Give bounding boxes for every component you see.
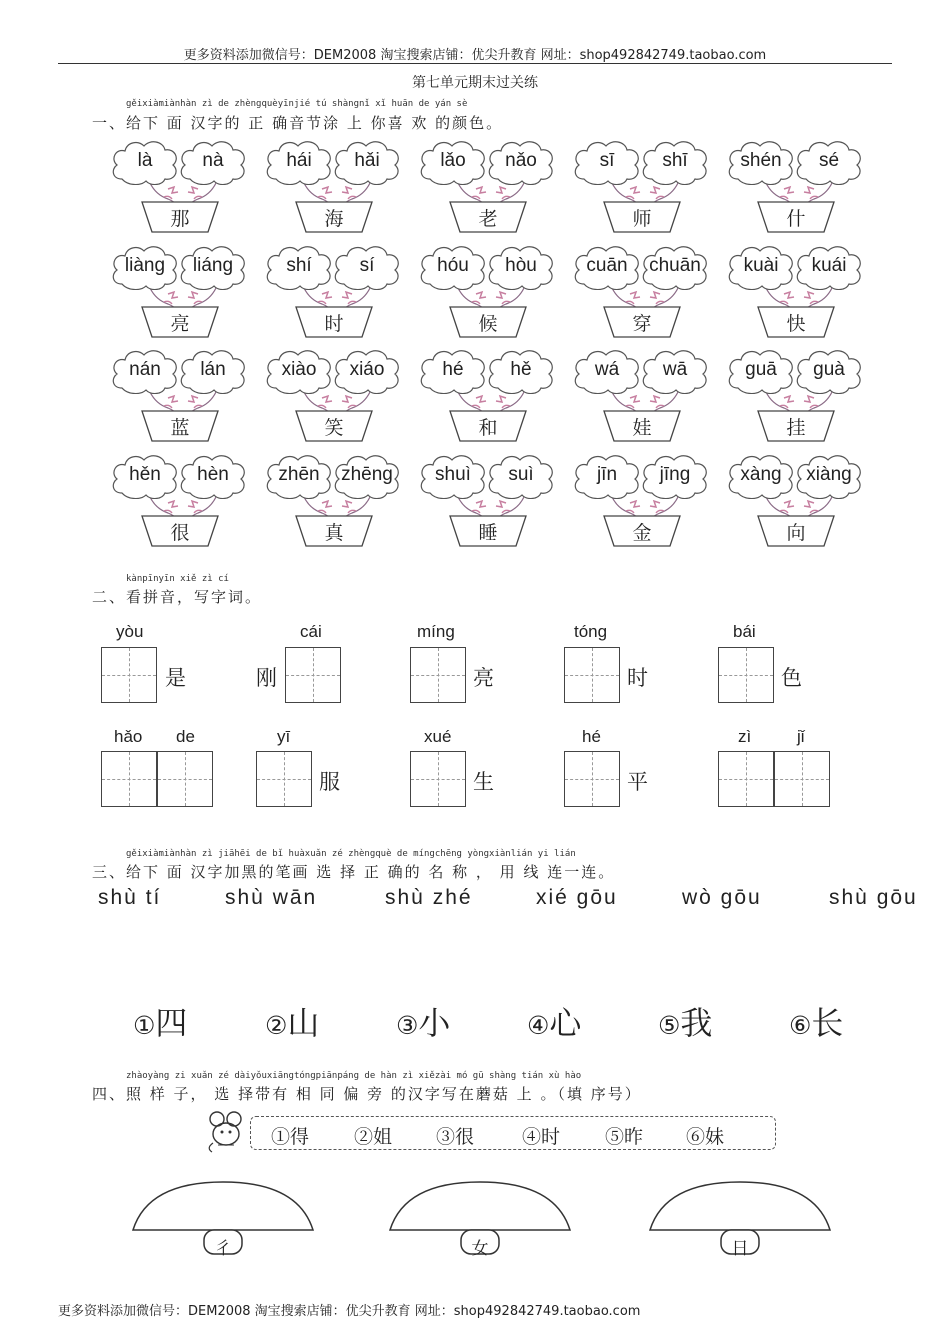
section4-pinyin: zhàoyàng zi xuǎn zé dàiyǒuxiāngtóngpiānpáng de hàn zì xiězài mó gū shàng tián xù hào [126, 1071, 582, 1081]
syllable-option: shén [740, 150, 782, 171]
option-5[interactable]: ⑤昨 [605, 1126, 644, 1148]
hanzi-char: 快 [786, 313, 806, 335]
syllable-cloud-right[interactable] [332, 139, 402, 185]
syllable-cloud-left[interactable] [264, 348, 334, 394]
syllable-option: xiào [281, 359, 317, 380]
writing-box[interactable] [774, 751, 830, 807]
syllable-cloud-left[interactable] [110, 348, 180, 394]
flower-pot [756, 201, 836, 233]
syllable-flower [108, 453, 258, 553]
stroke-char-1[interactable]: ①四 [133, 1004, 188, 1042]
flower-pot [448, 515, 528, 547]
syllable-option: sī [599, 150, 615, 171]
flower-pot [294, 201, 374, 233]
writing-box[interactable] [256, 751, 312, 807]
syllable-cloud-right[interactable] [178, 348, 248, 394]
syllable-cloud-left[interactable] [726, 348, 796, 394]
hanzi-char: 睡 [478, 522, 498, 544]
syllable-cloud-right[interactable] [640, 244, 710, 290]
writing-box[interactable] [285, 647, 341, 703]
mouse-icon [204, 1108, 248, 1154]
hanzi-char: 老 [478, 208, 498, 230]
flower-pot [602, 306, 682, 338]
syllable-cloud-right[interactable] [794, 453, 864, 499]
syllable-flower [108, 139, 258, 239]
syllable-option: guā [745, 359, 777, 380]
syllable-cloud-right[interactable] [332, 453, 402, 499]
syllable-cloud-left[interactable] [572, 348, 642, 394]
syllable-cloud-left[interactable] [572, 139, 642, 185]
syllable-option: zhēn [278, 464, 320, 485]
flower-pot [140, 306, 220, 338]
option-3[interactable]: ③很 [436, 1126, 475, 1148]
given-char: 刚 [256, 666, 277, 690]
stroke-name[interactable]: shù zhé [385, 886, 473, 909]
syllable-cloud-right[interactable] [486, 244, 556, 290]
syllable-option: suì [508, 464, 534, 485]
syllable-cloud-right[interactable] [178, 244, 248, 290]
flower-pot [294, 306, 374, 338]
hanzi-char: 挂 [786, 417, 806, 439]
syllable-option: guà [813, 359, 845, 380]
hanzi-char: 向 [786, 522, 806, 544]
word-pinyin: xué [424, 727, 452, 746]
syllable-flower [416, 348, 566, 448]
writing-box[interactable] [564, 647, 620, 703]
syllable-cloud-left[interactable] [264, 453, 334, 499]
syllable-option: hóu [437, 255, 469, 276]
given-char: 亮 [473, 666, 494, 690]
mushroom-radical: 女 [471, 1239, 489, 1259]
syllable-flower [262, 453, 412, 553]
syllable-cloud-right[interactable] [486, 453, 556, 499]
section3-pinyin: gěixiàmiànhàn zì jiāhēi de bǐ huàxuǎn zé zhèngquè de míngchēng yòngxiànlián yi lián [126, 849, 576, 859]
word-pinyin: tóng [574, 622, 608, 641]
syllable-flower [570, 348, 720, 448]
hanzi-char: 亮 [170, 313, 190, 335]
writing-box[interactable] [410, 751, 466, 807]
flower-pot [140, 201, 220, 233]
syllable-cloud-right[interactable] [332, 348, 402, 394]
syllable-cloud-right[interactable] [794, 139, 864, 185]
syllable-flower [724, 139, 874, 239]
syllable-cloud-left[interactable] [110, 139, 180, 185]
syllable-cloud-left[interactable] [264, 244, 334, 290]
option-6[interactable]: ⑥妹 [686, 1126, 725, 1148]
hanzi-char: 真 [324, 522, 344, 544]
syllable-cloud-right[interactable] [178, 453, 248, 499]
hanzi-char: 那 [170, 208, 190, 230]
syllable-cloud-left[interactable] [726, 244, 796, 290]
word-pinyin: hé [582, 727, 601, 746]
hanzi-char: 和 [478, 417, 498, 439]
hanzi-char: 娃 [632, 417, 652, 439]
syllable-flower [724, 348, 874, 448]
option-4[interactable]: ④时 [522, 1126, 561, 1148]
syllable-cloud-left[interactable] [418, 244, 488, 290]
syllable-option: nǎo [505, 150, 537, 171]
hanzi-char: 师 [632, 208, 652, 230]
header-divider [58, 63, 892, 64]
syllable-option: hě [510, 359, 532, 380]
flower-pot [140, 515, 220, 547]
hanzi-char: 蓝 [170, 417, 190, 439]
writing-box[interactable] [101, 751, 157, 807]
syllable-option: shí [286, 255, 312, 276]
syllable-flower [262, 139, 412, 239]
flower-pot [756, 306, 836, 338]
syllable-option: hěn [129, 464, 161, 485]
writing-box[interactable] [101, 647, 157, 703]
section2-heading: 二、看拼音，写字词。 [92, 588, 263, 606]
syllable-option: xiáo [349, 359, 385, 380]
syllable-flower [570, 244, 720, 344]
syllable-cloud-left[interactable] [418, 453, 488, 499]
word-pinyin: míng [417, 622, 455, 641]
syllable-option: cuān [586, 255, 628, 276]
syllable-option: jīng [659, 464, 691, 485]
given-char: 是 [165, 666, 186, 690]
syllable-cloud-left[interactable] [572, 244, 642, 290]
hanzi-char: 金 [632, 522, 652, 544]
syllable-cloud-left[interactable] [418, 139, 488, 185]
writing-box[interactable] [410, 647, 466, 703]
syllable-flower [416, 244, 566, 344]
syllable-cloud-left[interactable] [110, 244, 180, 290]
syllable-cloud-left[interactable] [726, 139, 796, 185]
syllable-option: shī [662, 150, 688, 171]
flower-pot [602, 410, 682, 442]
word-pinyin: hǎo [114, 727, 143, 746]
syllable-option: hòu [505, 255, 537, 276]
syllable-option: kuái [811, 255, 847, 276]
word-pinyin: zì [738, 727, 752, 746]
syllable-option: hái [286, 150, 312, 171]
syllable-option: sí [359, 255, 375, 276]
option-1[interactable]: ①得 [271, 1126, 310, 1148]
option-2[interactable]: ②姐 [354, 1126, 393, 1148]
writing-box[interactable] [564, 751, 620, 807]
syllable-option: zhēng [341, 464, 393, 485]
syllable-flower [108, 244, 258, 344]
syllable-cloud-right[interactable] [640, 453, 710, 499]
flower-pot [602, 201, 682, 233]
section1-heading: 一、给下 面 汉字的 正 确音节涂 上 你喜 欢 的颜色。 [92, 114, 504, 132]
syllable-flower [570, 139, 720, 239]
stroke-name[interactable]: shù tí [98, 886, 162, 909]
syllable-option: nán [129, 359, 161, 380]
page-title: 第七单元期末过关练 [412, 75, 538, 91]
hanzi-char: 笑 [324, 417, 344, 439]
word-pinyin: yī [277, 727, 291, 746]
given-char: 服 [319, 770, 340, 794]
syllable-cloud-right[interactable] [640, 139, 710, 185]
section3-heading: 三、给下 面 汉字加黑的笔画 选 择 正 确的 名 称 ， 用 线 连一连。 [92, 863, 616, 881]
syllable-option: shuì [435, 464, 471, 485]
given-char: 时 [627, 666, 648, 690]
syllable-option: xàng [740, 464, 782, 485]
section2-pinyin: kànpīnyīn xiě zì cí [126, 574, 229, 584]
hanzi-char: 什 [786, 208, 806, 230]
syllable-option: hé [442, 359, 464, 380]
flower-pot [448, 306, 528, 338]
stroke-char-6[interactable]: ⑥长 [789, 1004, 844, 1042]
syllable-option: jīn [596, 464, 618, 485]
syllable-cloud-left[interactable] [264, 139, 334, 185]
word-pinyin: de [176, 727, 195, 746]
flower-pot [294, 410, 374, 442]
syllable-cloud-right[interactable] [640, 348, 710, 394]
word-pinyin: jǐ [797, 727, 805, 746]
stroke-name[interactable]: shù gōu [829, 886, 918, 909]
syllable-cloud-left[interactable] [572, 453, 642, 499]
given-char: 平 [627, 770, 648, 794]
hanzi-char: 时 [324, 313, 344, 335]
syllable-option: sé [818, 150, 840, 171]
syllable-flower [108, 348, 258, 448]
stroke-name[interactable]: wò gōu [682, 886, 762, 909]
stroke-char-4[interactable]: ④心 [527, 1004, 582, 1042]
syllable-option: liáng [192, 255, 234, 276]
word-pinyin: bái [733, 622, 756, 641]
page-footer: 更多资料添加微信号：DEM2008 淘宝搜索店铺：优尖升教育 网址：shop492842749.taobao.com [58, 1304, 641, 1319]
syllable-option: chuān [649, 255, 701, 276]
syllable-option: wá [594, 359, 620, 380]
hanzi-char: 很 [170, 522, 190, 544]
section1-pinyin: gěixiàmiànhàn zì de zhèngquèyīnjié tú shàngnǐ xǐ huān de yán sè [126, 99, 468, 109]
syllable-flower [416, 139, 566, 239]
writing-box[interactable] [157, 751, 213, 807]
flower-pot [756, 410, 836, 442]
syllable-flower [724, 453, 874, 553]
syllable-flower [262, 244, 412, 344]
stroke-name[interactable]: shù wān [225, 886, 318, 909]
syllable-flower [262, 348, 412, 448]
syllable-flower [570, 453, 720, 553]
flower-pot [602, 515, 682, 547]
page-header: 更多资料添加微信号：DEM2008 淘宝搜索店铺：优尖升教育 网址：shop492842749.taobao.com [183, 48, 767, 63]
hanzi-char: 穿 [632, 313, 652, 335]
stroke-char-5[interactable]: ⑤我 [658, 1004, 713, 1042]
syllable-flower [724, 244, 874, 344]
syllable-option: lǎo [440, 150, 466, 171]
syllable-cloud-right[interactable] [178, 139, 248, 185]
syllable-cloud-right[interactable] [486, 348, 556, 394]
syllable-cloud-left[interactable] [726, 453, 796, 499]
syllable-cloud-left[interactable] [110, 453, 180, 499]
word-pinyin: cái [300, 622, 322, 641]
syllable-option: là [137, 150, 153, 171]
syllable-flower [416, 453, 566, 553]
syllable-cloud-right[interactable] [486, 139, 556, 185]
syllable-option: hǎi [354, 150, 380, 171]
stroke-char-3[interactable]: ③小 [396, 1004, 451, 1042]
syllable-option: hèn [197, 464, 229, 485]
syllable-option: xiàng [806, 464, 852, 485]
syllable-option: wā [662, 359, 688, 380]
syllable-cloud-right[interactable] [332, 244, 402, 290]
mushroom-radical: 日 [731, 1239, 749, 1259]
writing-box[interactable] [718, 647, 774, 703]
hanzi-char: 候 [478, 313, 498, 335]
mushroom-radical: 彳 [214, 1239, 232, 1259]
word-pinyin: yòu [116, 622, 144, 641]
syllable-cloud-right[interactable] [794, 244, 864, 290]
stroke-char-2[interactable]: ②山 [265, 1004, 320, 1042]
syllable-cloud-left[interactable] [418, 348, 488, 394]
syllable-option: liàng [124, 255, 166, 276]
flower-pot [294, 515, 374, 547]
syllable-cloud-right[interactable] [794, 348, 864, 394]
flower-pot [448, 201, 528, 233]
writing-box[interactable] [718, 751, 774, 807]
given-char: 生 [473, 770, 494, 794]
syllable-option: nà [202, 150, 224, 171]
given-char: 色 [781, 666, 802, 690]
hanzi-char: 海 [324, 208, 344, 230]
flower-pot [140, 410, 220, 442]
flower-pot [756, 515, 836, 547]
stroke-name[interactable]: xié gōu [536, 886, 618, 909]
flower-pot [448, 410, 528, 442]
syllable-option: kuài [743, 255, 779, 276]
section4-heading: 四、照 样 子， 选 择带有 相 同 偏 旁 的汉字写在蘑菇 上 。（填 序号） [92, 1085, 642, 1103]
syllable-option: lán [200, 359, 226, 380]
